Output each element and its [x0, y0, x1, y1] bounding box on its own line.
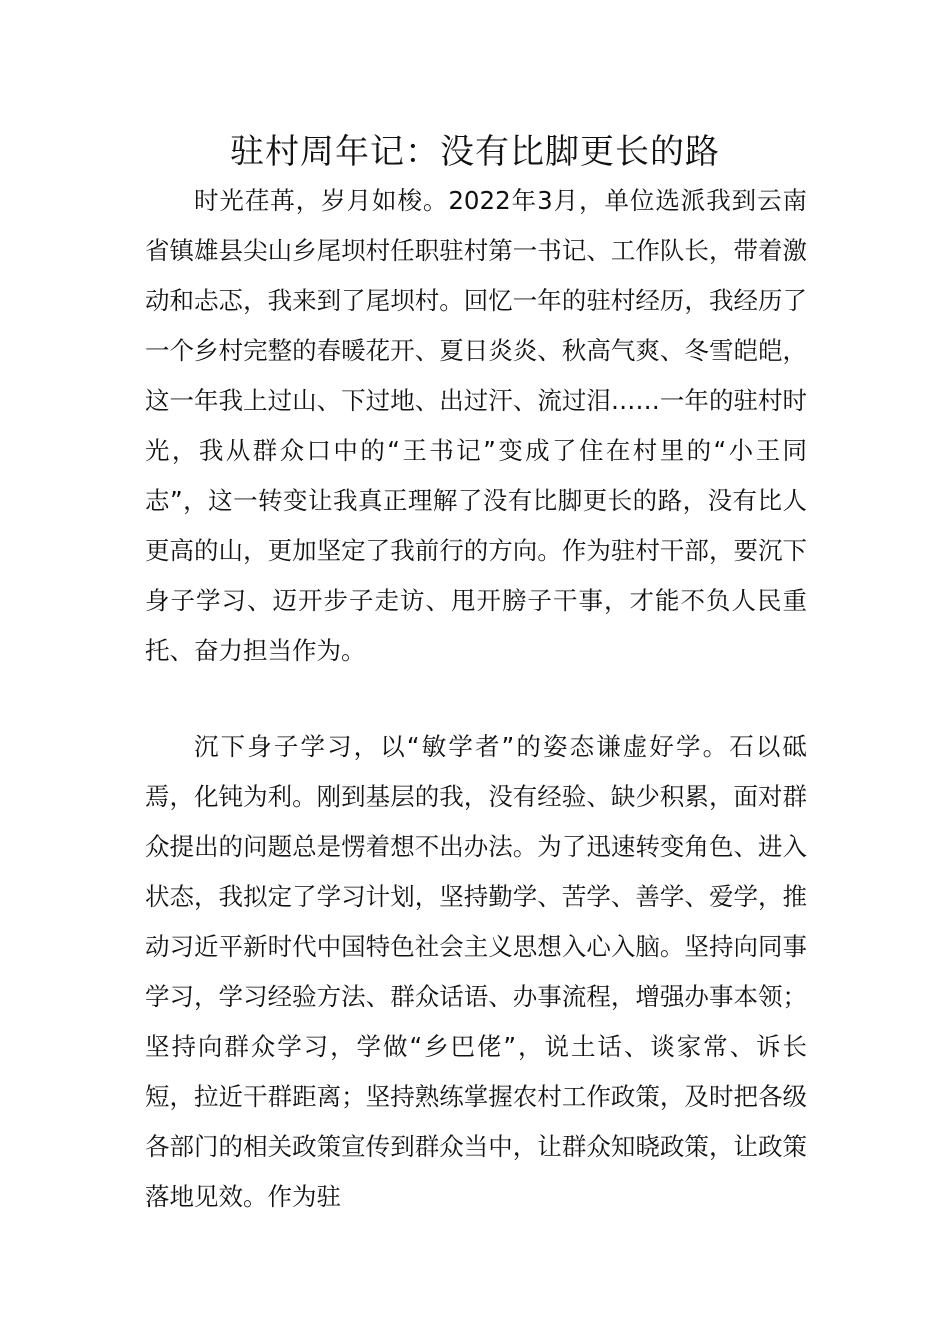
paragraph-2: 沉下身子学习，以“敏学者”的姿态谦虚好学。石以砥焉，化钝为利。刚到基层的我，没有经验、缺少积累，面对群众提出的问题总是愣着想不出办法。为了迅速转变角色、进入状态，我拟定了学习计划，坚持勤学、苦学、善学、爱学，推动习近平新时代中国特色社会主义思想入心入脑。坚持向同事学习，学习经验方法、群众话语、办事流程，增强办事本领；坚持向群众学习，学做“乡巴佬”，说土话、谈家常、诉长短，拉近干群距离；坚持熟练掌握农村工作政策，及时把各级各部门的相关政策宣传到群众当中，让群众知晓政策，让政策落地见效。作为驻: [145, 732, 807, 1211]
document-title: 驻村周年记：没有比脚更长的路: [230, 132, 720, 172]
paragraph-1: 时光荏苒，岁月如梭。2022年3月，单位选派我到云南省镇雄县尖山乡尾坝村任职驻村第一书记、工作队长，带着激动和忐忑，我来到了尾坝村。回忆一年的驻村经历，我经历了一个乡村完整的春暖花开、夏日炎炎、秋高气爽、冬雪皑皑，这一年我上过山、下过地、出过汗、流过泪……一年的驻村时光，我从群众口中的“王书记”变成了住在村里的“小王同志”，这一转变让我真正理解了没有比脚更长的路，没有比人更高的山，更加坚定了我前行的方向。作为驻村干部，要沉下身子学习、迈开步子走访、甩开膀子干事，才能不负人民重托、奋力担当作为。: [145, 186, 807, 665]
